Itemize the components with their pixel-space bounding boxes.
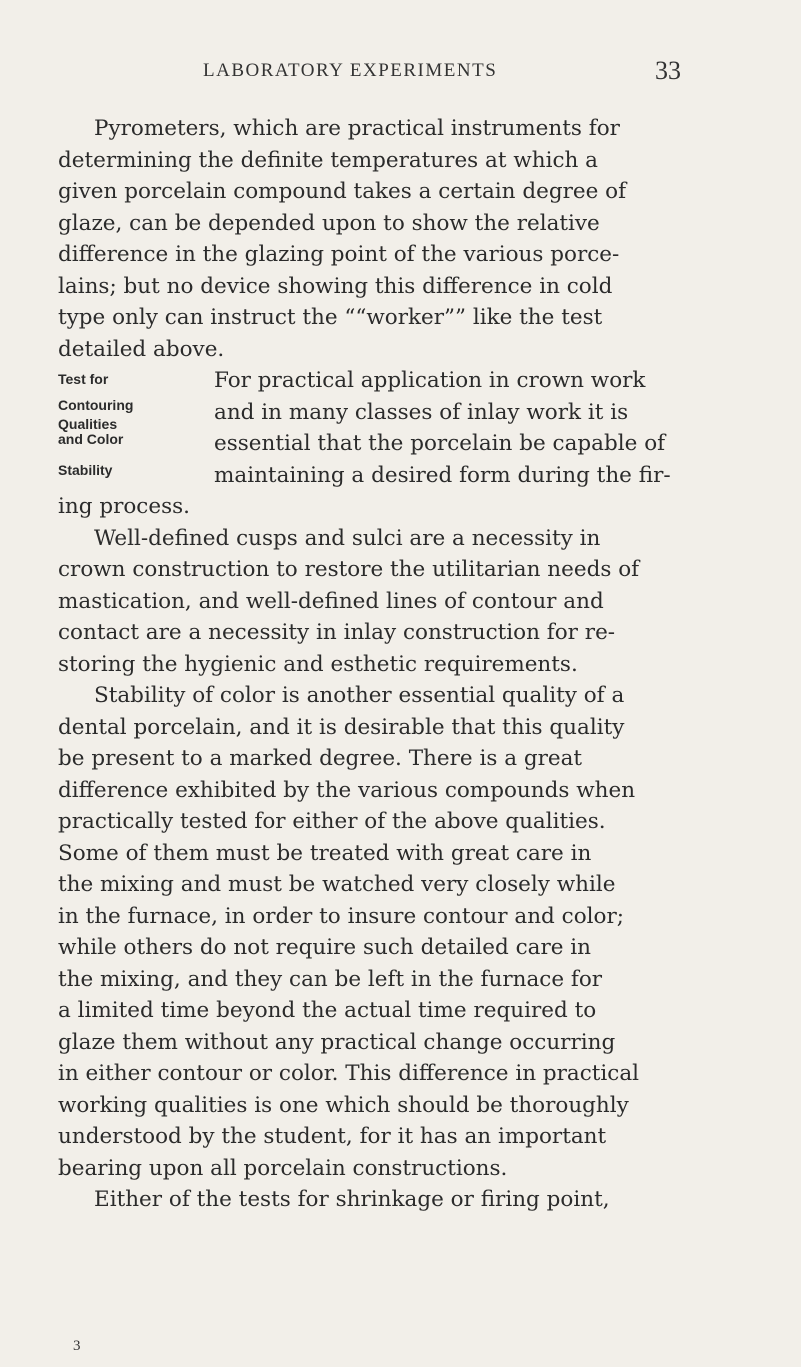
body-line: and in many classes of inlay work it is <box>214 399 629 425</box>
body-line: glaze, can be depended upon to show the relative <box>58 210 600 236</box>
body-line: detailed above. <box>58 336 225 362</box>
body-line: a limited time beyond the actual time required to <box>58 998 597 1023</box>
body-line: difference in the glazing point of the various porce- <box>58 242 620 267</box>
body-line: given porcelain compound takes a certain degree of <box>58 179 627 204</box>
body-line: For practical application in crown work <box>214 368 646 393</box>
body-line: the mixing, and they can be left in the furnace for <box>58 966 603 992</box>
body-line: bearing upon all porcelain constructions. <box>58 1155 508 1181</box>
page-number: 33 <box>655 56 681 85</box>
body-line: Stability of color is another essential quality of a <box>94 683 625 708</box>
body-line: maintaining a desired form during the fir- <box>214 462 671 488</box>
body-line: while others do not require such detailed care in <box>58 935 592 960</box>
body-line: lains; but no device showing this difference in cold <box>58 273 613 299</box>
body-line: ing process. <box>58 494 190 519</box>
body-line: Some of them must be treated with great care in <box>58 840 592 866</box>
body-line: in the furnace, in order to insure contour and color; <box>58 903 624 929</box>
body-line: crown construction to restore the utilitarian needs of <box>58 557 640 582</box>
body-line: working qualities is one which should be thoroughly <box>58 1092 629 1118</box>
body-line: mastication, and well-defined lines of contour and <box>58 588 604 614</box>
body-line: type only can instruct the ““worker”” like the test <box>58 305 603 330</box>
body-line: difference exhibited by the various compounds when <box>58 777 636 803</box>
margin-note-line: and Color <box>58 431 124 447</box>
body-line: practically tested for either of the above qualities. <box>58 809 606 834</box>
body-text <box>58 113 728 1216</box>
margin-note-line: Qualities <box>58 416 118 432</box>
body-line: Pyrometers, which are practical instruments for <box>94 116 620 141</box>
body-line: determining the definite temperatures at which a <box>58 147 598 173</box>
body-line: contact are a necessity in inlay construction for re- <box>58 620 616 645</box>
body-line: storing the hygienic and esthetic requirements. <box>58 651 578 677</box>
margin-note-line: Test for <box>58 371 109 387</box>
margin-note-line: Stability <box>58 462 113 478</box>
body-line: understood by the student, for it has an important <box>58 1124 607 1149</box>
body-line: dental porcelain, and it is desirable that this quality <box>58 714 625 740</box>
body-line: Well-defined cusps and sulci are a necessity in <box>94 525 601 551</box>
body-line: the mixing and must be watched very closely while <box>58 872 616 897</box>
side-note-section <box>58 365 728 491</box>
margin-note <box>58 365 148 491</box>
body-line: essential that the porcelain be capable of <box>214 431 666 456</box>
body-line: be present to a marked degree. There is a great <box>58 746 583 771</box>
signature-mark: 3 <box>73 1338 81 1354</box>
body-line: in either contour or color. This difference in practical <box>58 1061 640 1086</box>
body-line: Either of the tests for shrinkage or firing point, <box>94 1187 610 1212</box>
running-head: LABORATORY EXPERIMENTS <box>203 60 498 81</box>
body-line: glaze them without any practical change occurring <box>58 1029 616 1055</box>
margin-note-line: Contouring <box>58 397 134 413</box>
